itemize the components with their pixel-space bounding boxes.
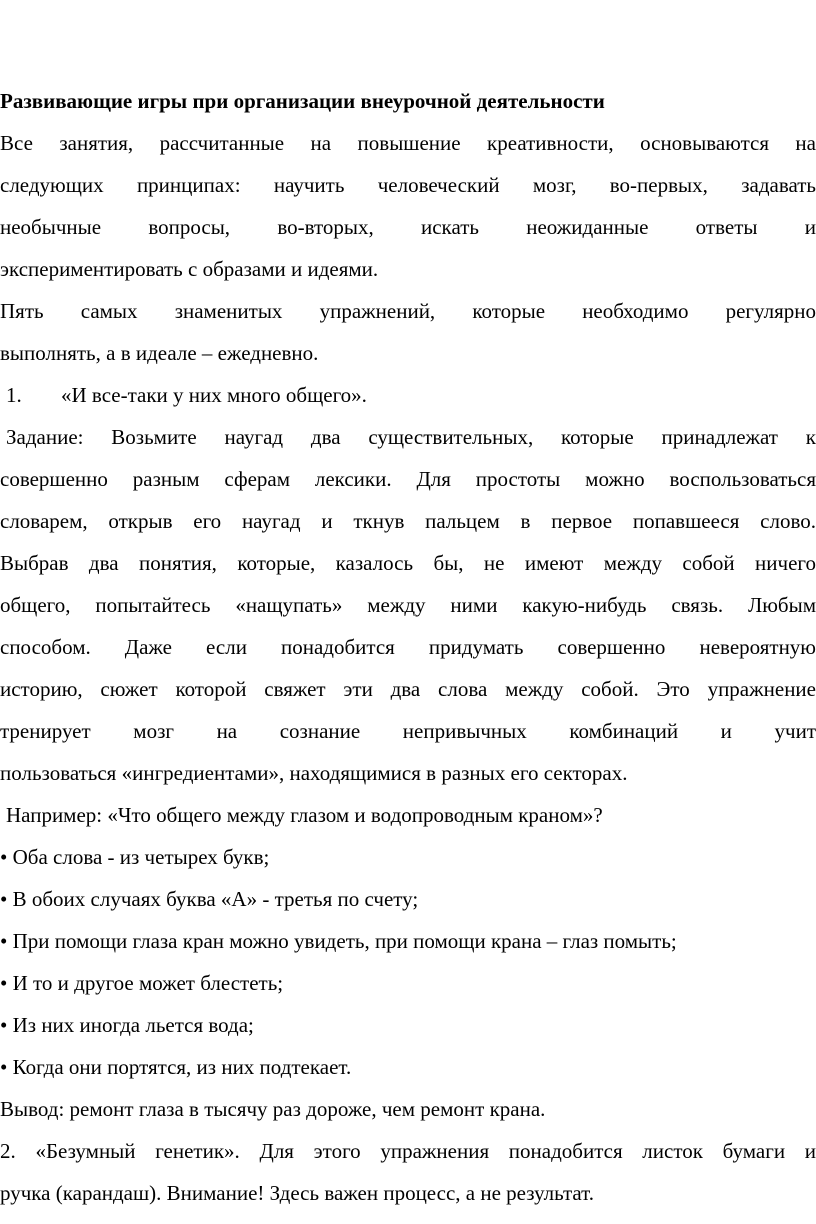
task-line-6: способом. Даже если понадобится придумать совершенно невероятную xyxy=(0,635,816,659)
paragraph-1-line-1: Все занятия, рассчитанные на повышение креативности, основываются на xyxy=(0,131,816,155)
example-line: Например: «Что общего между глазом и водопроводным краном»? xyxy=(6,803,603,827)
task-line-7: историю, сюжет которой свяжет эти два слова между собой. Это упражнение xyxy=(0,677,816,701)
task-line-3: словарем, открыв его наугад и ткнув пальцем в первое попавшееся слово. xyxy=(0,509,816,533)
list-item: • Когда они портятся, из них подтекает. xyxy=(0,1055,352,1079)
paragraph-1-line-2: следующих принципах: научить человеческий мозг, во-первых, задавать xyxy=(0,173,816,197)
task-line-4: Выбрав два понятия, которые, казалось бы, не имеют между собой ничего xyxy=(0,551,816,575)
item-text: «И все-таки у них много общего». xyxy=(61,383,367,407)
numbered-item-1 xyxy=(0,374,816,416)
list-item: • В обоих случаях буква «А» - третья по счету; xyxy=(0,887,419,911)
item-2-line-2: ручка (карандаш). Внимание! Здесь важен процесс, а не результат. xyxy=(0,1181,594,1205)
list-item: • И то и другое может блестеть; xyxy=(0,971,284,995)
list-item: • Из них иногда льется вода; xyxy=(0,1013,254,1037)
document-title: Развивающие игры при организации внеурочной деятельности xyxy=(0,89,605,113)
paragraph-1-line-4: экспериментировать с образами и идеями. xyxy=(0,257,379,281)
list-item: • При помощи глаза кран можно увидеть, при помощи крана – глаз помыть; xyxy=(0,929,677,953)
task-line-8: тренирует мозг на сознание непривычных комбинаций и учит xyxy=(0,719,816,743)
task-line-1: Задание: Возьмите наугад два существительных, которые принадлежат к xyxy=(6,425,816,449)
paragraph-1-line-3: необычные вопросы, во-вторых, искать неожиданные ответы и xyxy=(0,215,816,239)
document-page xyxy=(0,80,816,1214)
task-line-5: общего, попытайтесь «нащупать» между ними какую-нибудь связь. Любым xyxy=(0,593,816,617)
list-item: • Оба слова - из четырех букв; xyxy=(0,845,270,869)
paragraph-2-line-1: Пять самых знаменитых упражнений, которые необходимо регулярно xyxy=(0,299,816,323)
item-number: 1. xyxy=(6,383,22,407)
task-line-9: пользоваться «ингредиентами», находящимися в разных его секторах. xyxy=(0,761,628,785)
conclusion-line: Вывод: ремонт глаза в тысячу раз дороже, чем ремонт крана. xyxy=(0,1097,546,1121)
item-2-line-1: 2. «Безумный генетик». Для этого упражнения понадобится листок бумаги и xyxy=(0,1139,816,1163)
paragraph-2-line-2: выполнять, а в идеале – ежедневно. xyxy=(0,341,319,365)
task-line-2: совершенно разным сферам лексики. Для простоты можно воспользоваться xyxy=(0,467,816,491)
